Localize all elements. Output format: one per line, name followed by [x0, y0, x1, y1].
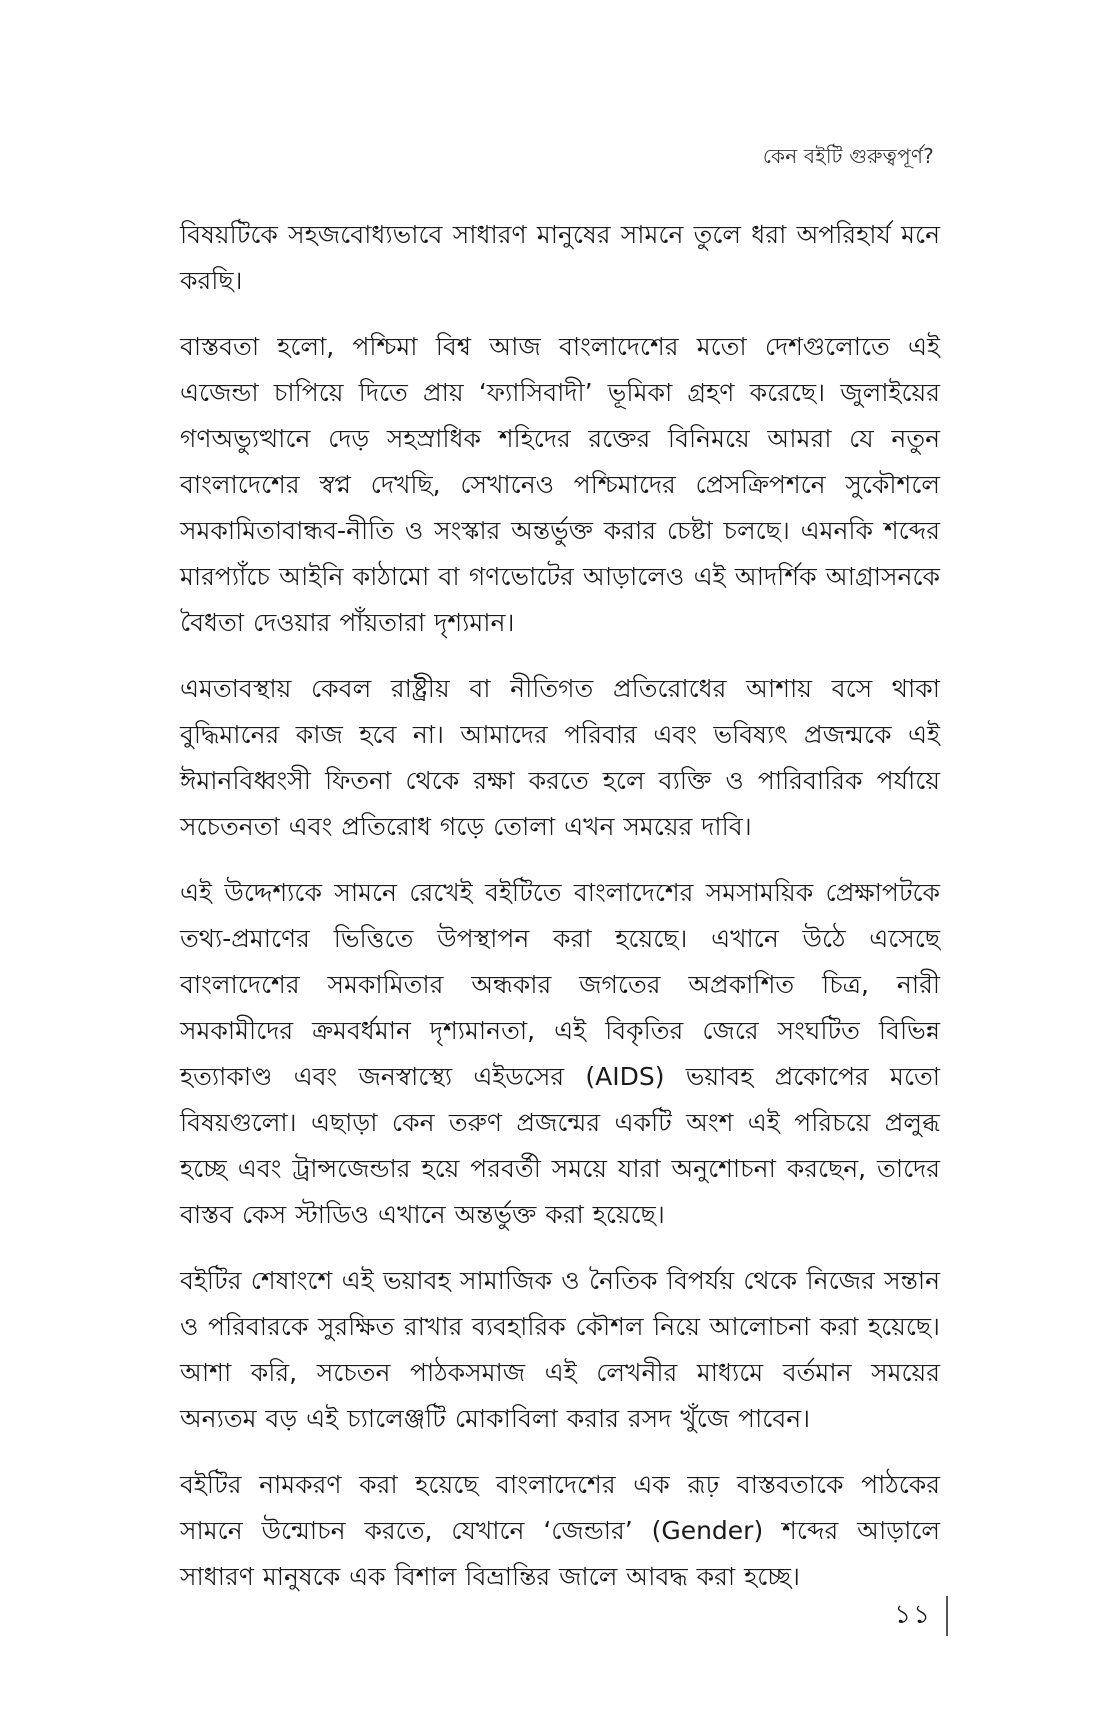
running-header: কেন বইটি গুরুত্বপূর্ণ? — [762, 144, 934, 168]
paragraph: বাস্তবতা হলো, পশ্চিমা বিশ্ব আজ বাংলাদেশের মতো দেশগুলোতে এই এজেন্ডা চাপিয়ে দিতে প্রায় ‘ফ্যাসিবাদী’ ভূমিকা গ্রহণ করেছে। জুলাইয়ের গণঅভ্যুত্থানে দেড় সহস্রাধিক শহিদের রক্তের বিনিময়ে আমরা যে নতুন বাংলাদেশের স্বপ্ন দেখছি, সেখানেও পশ্চিমাদের প্রেসক্রিপশনে সুকৌশলে সমকামিতাবান্ধব-নীতি ও সংস্কার অন্তর্ভুক্ত করার চেষ্টা চলছে। এমনকি শব্দের মারপ্যাঁচে আইনি কাঠামো বা গণভোটের আড়ালেও এই আদর্শিক আগ্রাসনকে বৈধতা দেওয়ার পাঁয়তারা দৃশ্যমান। — [180, 332, 940, 637]
paragraph: এই উদ্দেশ্যকে সামনে রেখেই বইটিতে বাংলাদেশের সমসাময়িক প্রেক্ষাপটকে তথ্য-প্রমাণের ভিত্তিতে উপস্থাপন করা হয়েছে। এখানে উঠে এসেছে বাংলাদেশের সমকামিতার অন্ধকার জগতের অপ্রকাশিত চিত্র, নারী সমকামীদের ক্রমবর্ধমান দৃশ্যমানতা, এই বিকৃতির জেরে সংঘটিত বিভিন্ন হত্যাকাণ্ড এবং জনস্বাস্থ্যে এইডসের (AIDS) ভয়াবহ প্রকোপের মতো বিষয়গুলো। এছাড়া কেন তরুণ প্রজন্মের একটি অংশ এই পরিচয়ে প্রলুব্ধ হচ্ছে এবং ট্রান্সজেন্ডার হয়ে পরবর্তী সময়ে যারা অনুশোচনা করছেন, তাদের বাস্তব কেস স্টাডিও এখানে অন্তর্ভুক্ত করা হয়েছে। — [180, 878, 940, 1229]
body-text — [180, 212, 940, 1620]
page-footer — [894, 1596, 948, 1636]
paragraph: বইটির নামকরণ করা হয়েছে বাংলাদেশের এক রূঢ় বাস্তবতাকে পাঠকের সামনে উন্মোচন করতে, যেখানে ‘জেন্ডার’ (Gender) শব্দের আড়ালে সাধারণ মানুষকে এক বিশাল বিভ্রান্তির জালে আবদ্ধ করা হচ্ছে। — [180, 1470, 940, 1591]
page-number: ১১ — [894, 1600, 932, 1630]
paragraph: বইটির শেষাংশে এই ভয়াবহ সামাজিক ও নৈতিক বিপর্যয় থেকে নিজের সন্তান ও পরিবারকে সুরক্ষিত রাখার ব্যবহারিক কৌশল নিয়ে আলোচনা করা হয়েছে। আশা করি, সচেতন পাঠকসমাজ এই লেখনীর মাধ্যমে বর্তমান সময়ের অন্যতম বড় এই চ্যালেঞ্জটি মোকাবিলা করার রসদ খুঁজে পাবেন। — [180, 1266, 940, 1433]
page-number-divider — [946, 1596, 948, 1636]
paragraph: এমতাবস্থায় কেবল রাষ্ট্রীয় বা নীতিগত প্রতিরোধের আশায় বসে থাকা বুদ্ধিমানের কাজ হবে না। আমাদের পরিবার এবং ভবিষ্যৎ প্রজন্মকে এই ঈমানবিধ্বংসী ফিতনা থেকে রক্ষা করতে হলে ব্যক্তি ও পারিবারিক পর্যায়ে সচেতনতা এবং প্রতিরোধ গড়ে তোলা এখন সময়ের দাবি। — [180, 674, 940, 841]
paragraph: বিষয়টিকে সহজবোধ্যভাবে সাধারণ মানুষের সামনে তুলে ধরা অপরিহার্য মনে করছি। — [180, 220, 940, 295]
